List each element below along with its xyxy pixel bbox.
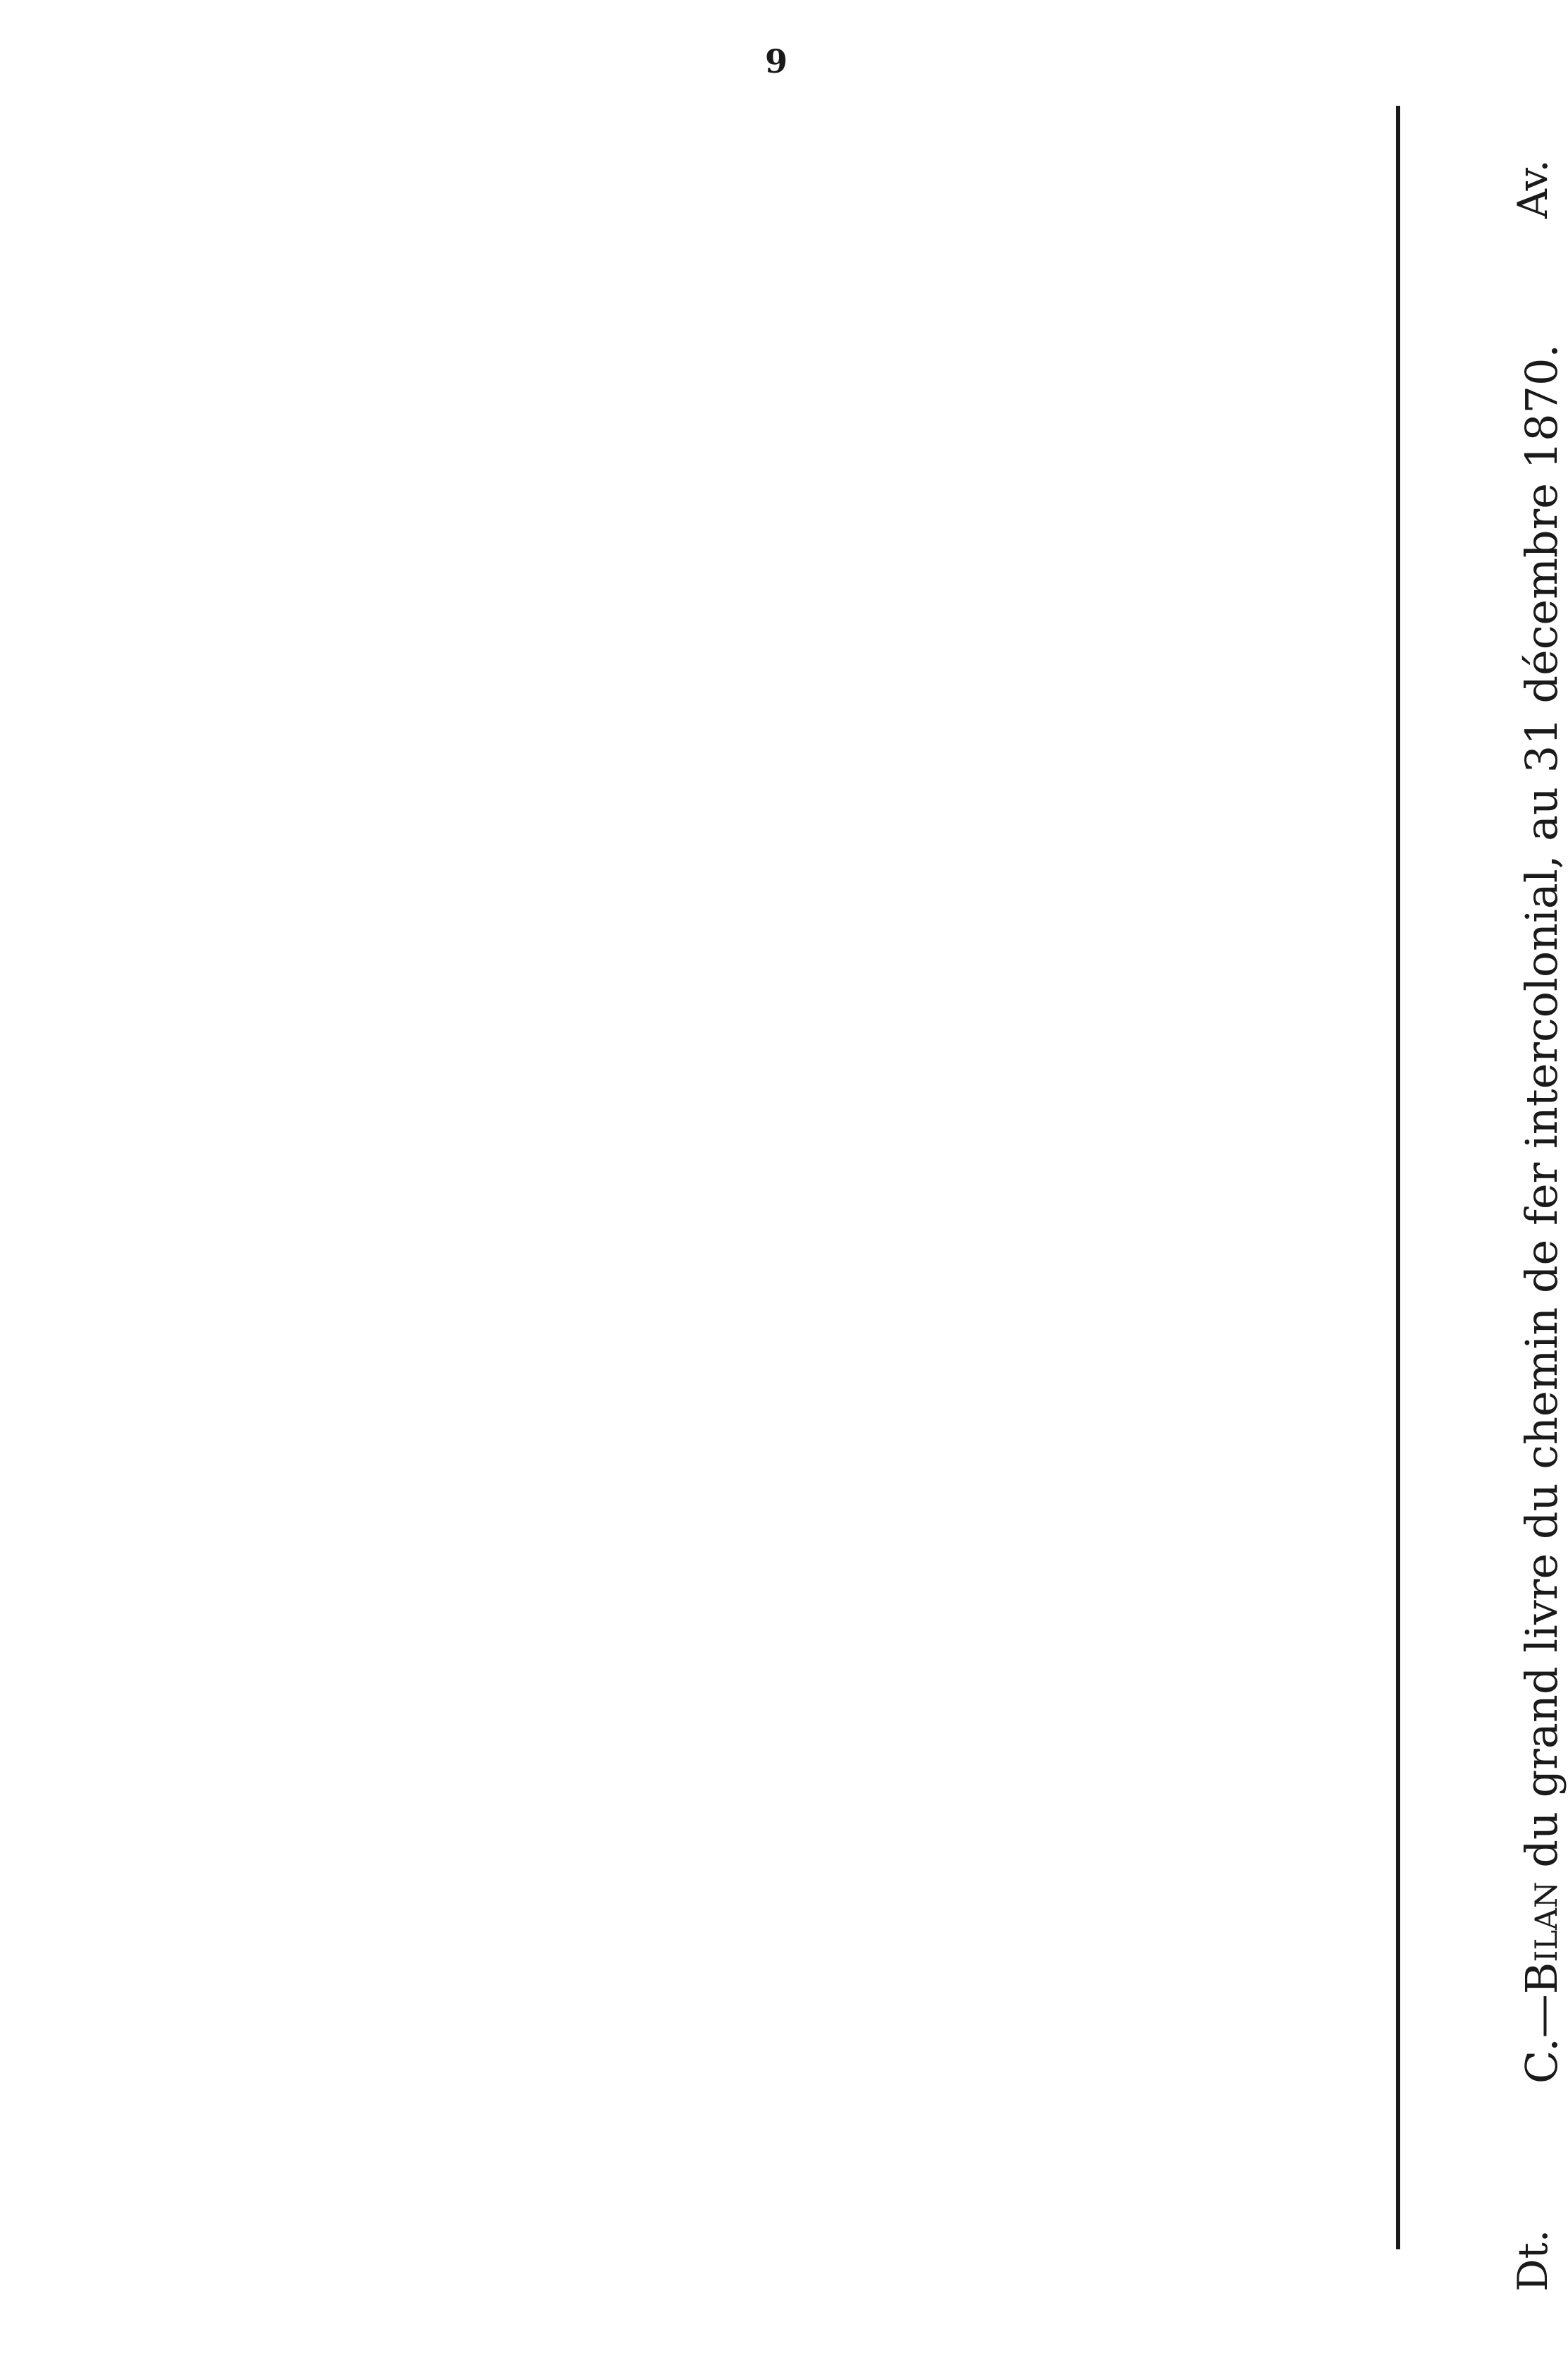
top-rule [1396,106,1400,2249]
debit-label: Dt. [1509,2229,1557,2292]
rotated-ledger [1466,108,1568,2320]
title-rest: du grand livre du chemin de fer intercolonial, au 31 décembre 1870. [1516,343,1567,1882]
page-number: 9 [765,42,788,80]
credit-label: Av. [1509,159,1557,219]
title-prefix: C.— [1516,1994,1567,2084]
title-word: Bilan [1516,1881,1567,1995]
document-title [1516,108,1567,2320]
